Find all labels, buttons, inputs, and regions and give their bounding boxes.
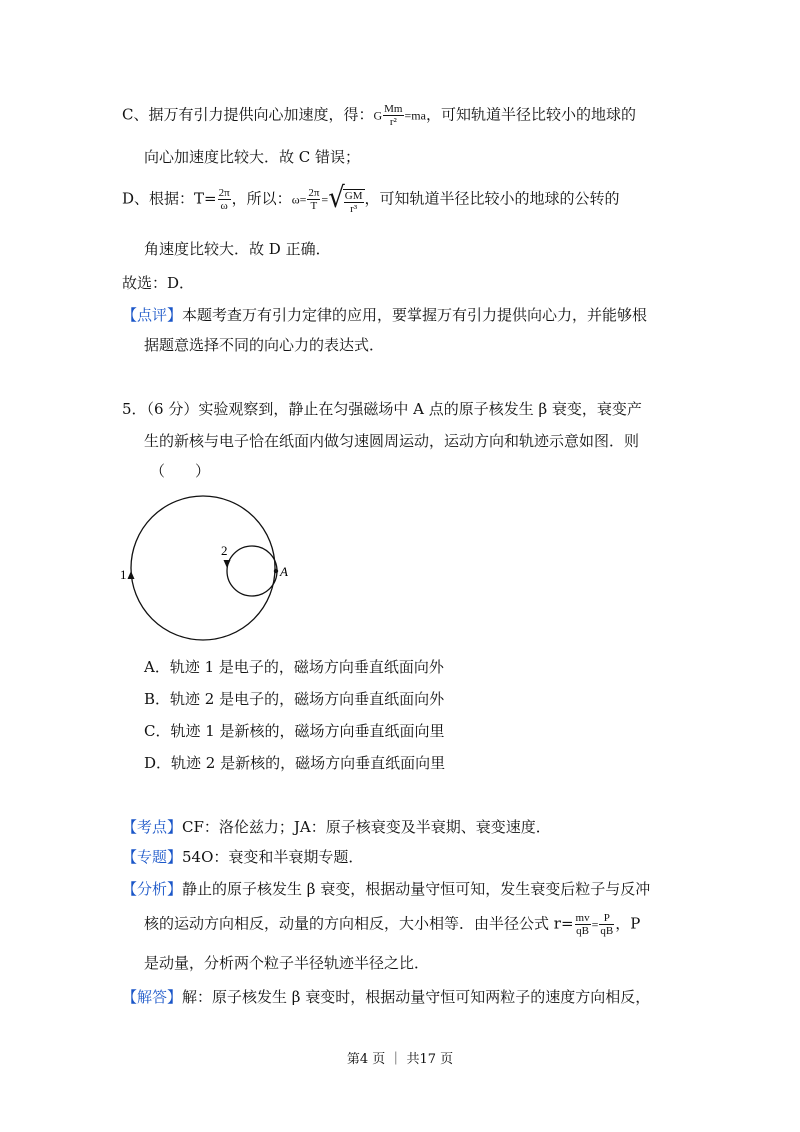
point-a-dot bbox=[274, 569, 278, 573]
option-d: D．轨迹 2 是新核的，磁场方向垂直纸面向里 bbox=[144, 754, 446, 772]
trajectory-1-label: 1 bbox=[120, 567, 127, 582]
option-c-fraction-num: Mm bbox=[384, 103, 403, 115]
trajectory-1-circle bbox=[131, 496, 275, 640]
kaodian-line bbox=[122, 816, 551, 838]
option-d-sqrt bbox=[328, 181, 364, 215]
option-c-prefix: C、据万有引力提供向心加速度，得： bbox=[122, 105, 374, 124]
option-a: A．轨迹 1 是电子的，磁场方向垂直纸面向外 bbox=[144, 658, 444, 676]
option-c: C．轨迹 1 是新核的，磁场方向垂直纸面向里 bbox=[144, 722, 445, 740]
option-d-eq: = bbox=[321, 192, 329, 207]
review-text: 本题考查万有引力定律的应用，要掌握万有引力提供向心力，并能够根 bbox=[182, 306, 648, 324]
fenxi-text2: 核的运动方向相反，动量的方向相反，大小相等．由半径公式 r= bbox=[144, 914, 574, 933]
kaodian-text: CF：洛伦兹力；JA：原子核衰变及半衰期、衰变速度． bbox=[182, 818, 551, 836]
question5-line1: 5．（6 分）实验观察到，静止在匀强磁场中 A 点的原子核发生 β 衰变，衰变产 bbox=[122, 400, 642, 418]
zhuanti-tag: 【专题】 bbox=[122, 848, 183, 866]
option-c-suffix: ，可知轨道半径比较小的地球的 bbox=[425, 105, 636, 124]
trajectory-2-arrow-icon bbox=[224, 560, 231, 568]
option-d-prefix: D、根据：T= bbox=[122, 189, 217, 208]
option-d-t-num: 2π bbox=[218, 187, 230, 199]
option-c-g: G bbox=[373, 108, 383, 123]
answer-choice: 故选：D． bbox=[122, 274, 195, 292]
fenxi-f2-den: qB bbox=[600, 925, 614, 937]
point-a-label: A bbox=[280, 564, 288, 579]
fenxi-fraction-1 bbox=[575, 912, 591, 937]
fenxi-text2-post: ，P bbox=[615, 914, 641, 933]
option-d-w-fraction bbox=[307, 187, 320, 212]
option-d-w-num: 2π bbox=[308, 187, 320, 199]
fenxi-line2 bbox=[144, 912, 640, 937]
trajectory-2-label: 2 bbox=[221, 543, 228, 558]
trajectory-1-arrow-icon bbox=[128, 571, 135, 579]
fenxi-f1-num: mv bbox=[575, 912, 590, 924]
fenxi-f2-num: P bbox=[599, 912, 614, 925]
option-c-fraction-den: r² bbox=[389, 116, 397, 128]
fenxi-eq: = bbox=[591, 917, 599, 932]
review-tag: 【点评】 bbox=[122, 306, 183, 324]
trajectory-2-circle bbox=[227, 546, 277, 596]
review-line1 bbox=[122, 304, 647, 326]
page-footer: 第4 页 ｜ 共17 页 bbox=[346, 1052, 454, 1067]
sqrt-radical-icon: √ bbox=[328, 181, 345, 215]
option-d-line1 bbox=[122, 181, 620, 215]
option-d-w-den: T bbox=[310, 200, 318, 212]
fenxi-text1: 静止的原子核发生 β 衰变，根据动量守恒可知，发生衰变后粒子与反冲 bbox=[182, 880, 651, 898]
option-b: B．轨迹 2 是电子的，磁场方向垂直纸面向外 bbox=[144, 690, 445, 708]
zhuanti-line bbox=[122, 846, 363, 868]
option-d-line2: 角速度比较大．故 D 正确． bbox=[144, 240, 331, 258]
question5-line3: （ ） bbox=[150, 462, 211, 480]
option-d-omega: ω= bbox=[291, 192, 307, 207]
zhuanti-text: 54O：衰变和半衰期专题． bbox=[182, 848, 364, 866]
jieda-line bbox=[122, 986, 650, 1008]
option-d-sqrt-den: r³ bbox=[350, 203, 358, 215]
question5-line2: 生的新核与电子恰在纸面内做匀速圆周运动，运动方向和轨迹示意如图．则 bbox=[144, 432, 640, 450]
fenxi-f1-den: qB bbox=[576, 925, 589, 937]
option-c-line1 bbox=[122, 103, 636, 128]
option-c-fraction bbox=[383, 103, 403, 128]
fenxi-fraction-2 bbox=[599, 912, 614, 937]
option-d-mid: ，所以： bbox=[231, 189, 292, 208]
fenxi-tag: 【分析】 bbox=[122, 880, 183, 898]
trajectory-figure bbox=[115, 495, 295, 645]
option-c-rhs: =ma bbox=[404, 108, 426, 123]
option-d-t-den: ω bbox=[220, 200, 228, 212]
option-d-sqrt-body bbox=[343, 189, 365, 215]
kaodian-tag: 【考点】 bbox=[122, 818, 183, 836]
jieda-text: 解：原子核发生 β 衰变时，根据动量守恒可知两粒子的速度方向相反， bbox=[182, 988, 651, 1006]
option-d-sqrt-fraction bbox=[344, 190, 364, 215]
option-d-suffix: ，可知轨道半径比较小的地球的公转的 bbox=[364, 189, 620, 208]
fenxi-line1 bbox=[122, 878, 650, 900]
fenxi-line3: 是动量，分析两个粒子半径轨迹半径之比． bbox=[144, 954, 430, 972]
option-d-t-fraction bbox=[218, 187, 231, 212]
option-d-sqrt-num: GM bbox=[344, 190, 363, 202]
jieda-tag: 【解答】 bbox=[122, 988, 183, 1006]
review-line2: 据题意选择不同的向心力的表达式． bbox=[144, 336, 385, 354]
option-c-line2: 向心加速度比较大．故 C 错误； bbox=[144, 148, 361, 166]
